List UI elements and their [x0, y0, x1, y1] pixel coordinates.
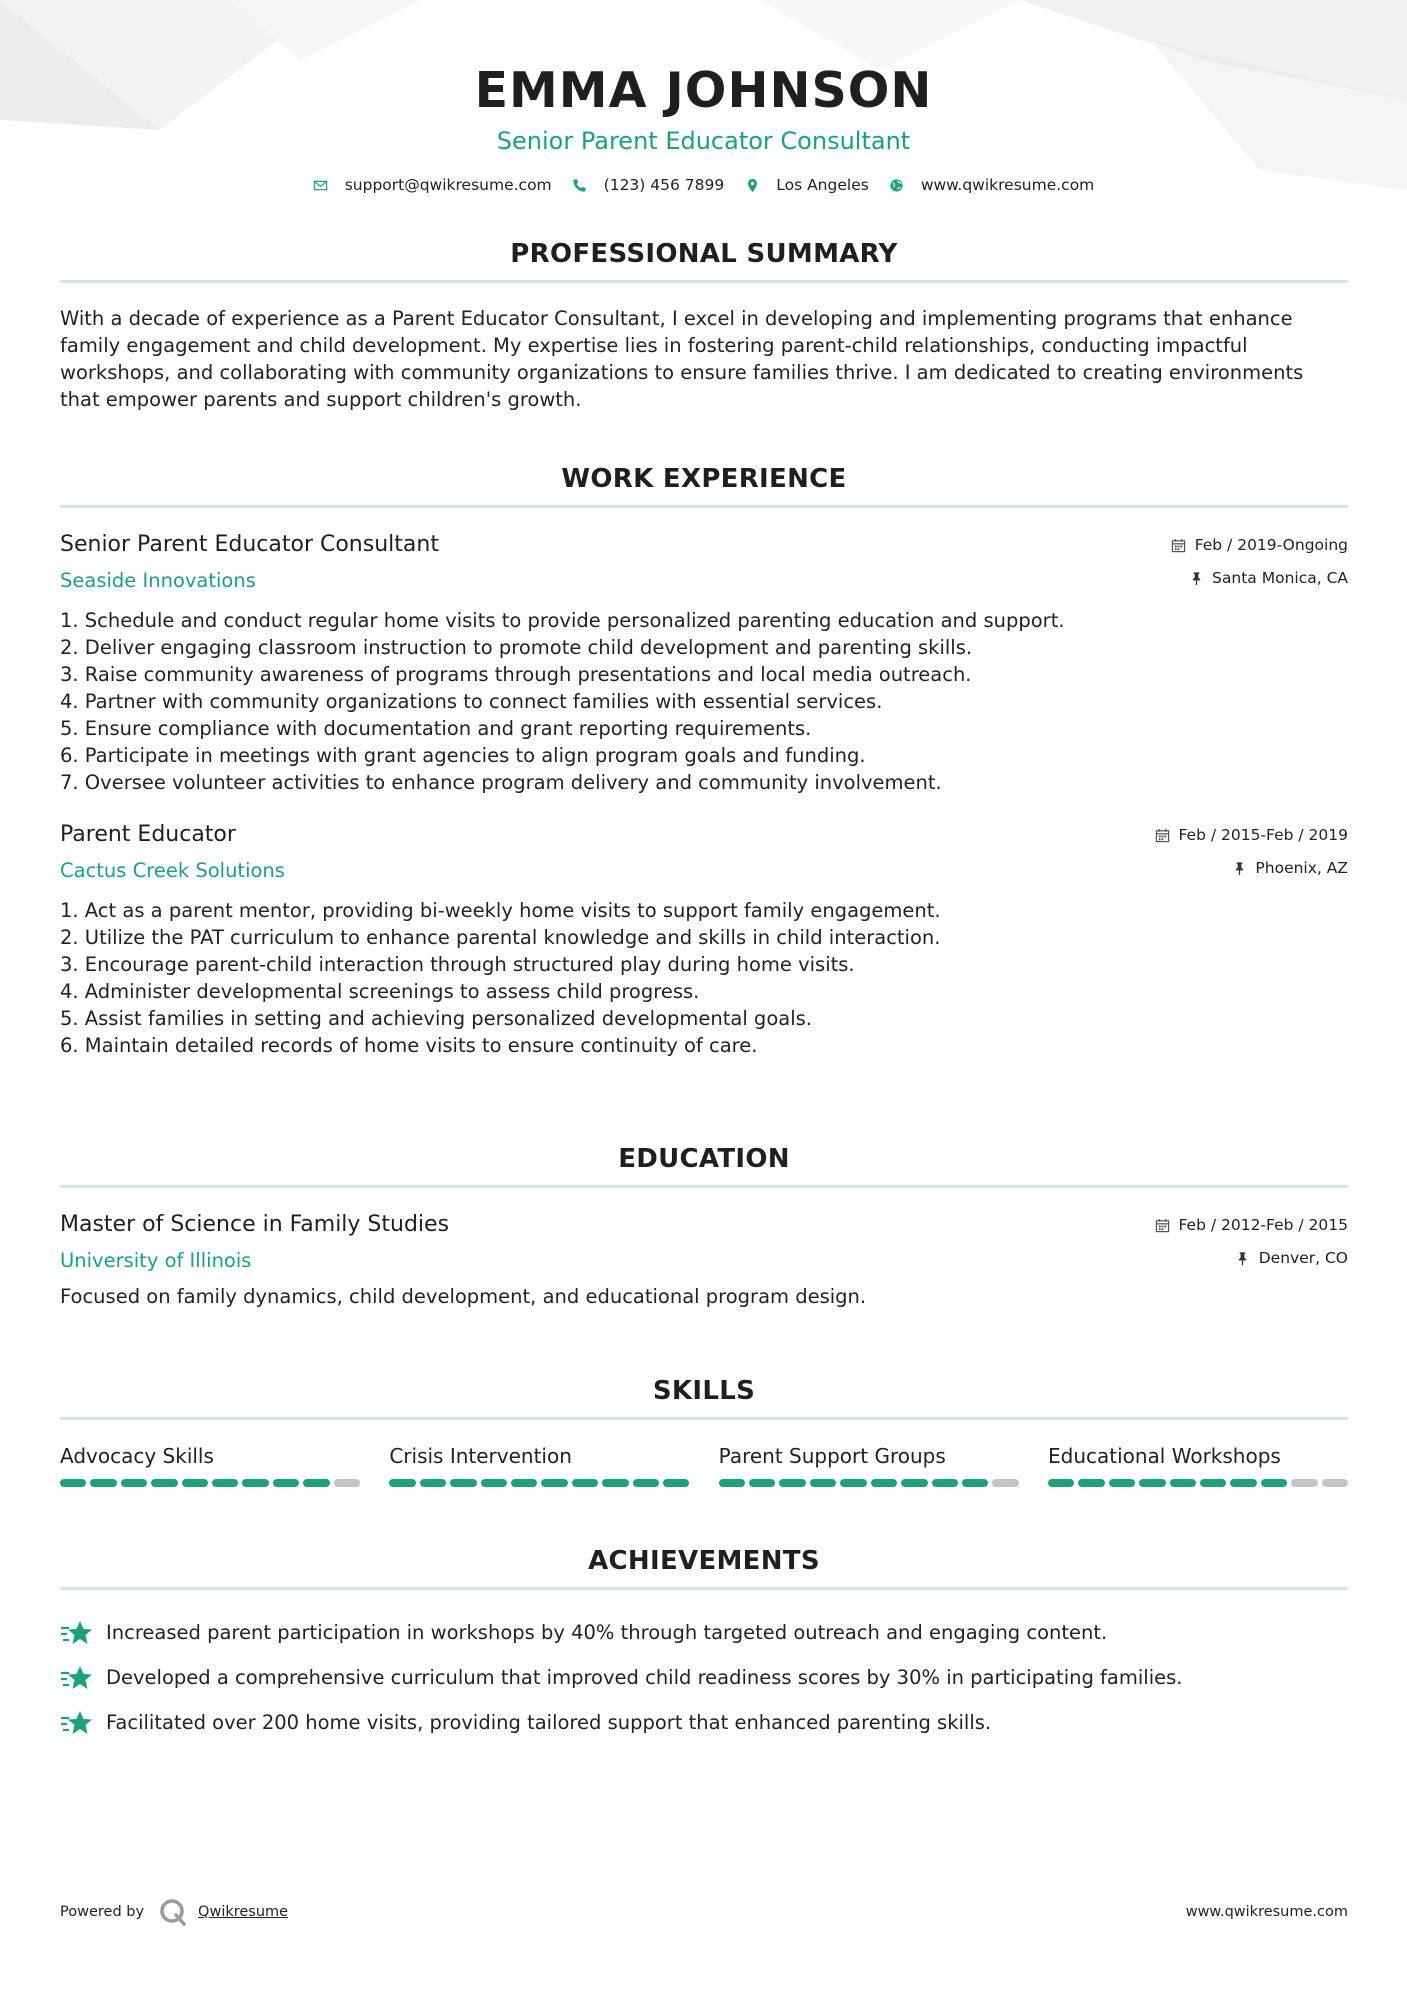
- degree-title: Master of Science in Family Studies: [60, 1212, 450, 1237]
- list-item: 4. Administer developmental screenings to assess child progress.: [60, 980, 700, 1003]
- skill-segment-filled: [1230, 1479, 1256, 1487]
- brand-link[interactable]: Qwikresume: [198, 1904, 289, 1920]
- star-icon: [60, 1618, 94, 1648]
- skill-segment-filled: [389, 1479, 415, 1487]
- section-divider: [60, 505, 1348, 508]
- achievement-text: Increased parent participation in workshops by 40% through targeted outreach and engaging content.: [106, 1621, 1108, 1644]
- skill-segment-filled: [633, 1479, 659, 1487]
- skill-name: Crisis Intervention: [389, 1444, 572, 1468]
- skill-level-bar: [60, 1479, 360, 1487]
- skill-segment-filled: [779, 1479, 805, 1487]
- achievements-list: [60, 1610, 1348, 1745]
- list-item: [60, 1700, 1348, 1745]
- calendar-icon: [1154, 827, 1170, 843]
- education-location-text: Denver, CO: [1258, 1249, 1348, 1267]
- globe-icon: [889, 177, 905, 193]
- skill-segment-empty: [1322, 1479, 1348, 1487]
- list-item: 4. Partner with community organizations to connect families with essential services.: [60, 690, 883, 713]
- skill-segment-filled: [541, 1479, 567, 1487]
- contact-location-text: Los Angeles: [776, 176, 869, 194]
- star-icon: [60, 1708, 94, 1738]
- list-item: 2. Deliver engaging classroom instruction to promote child development and parenting skills.: [60, 636, 973, 659]
- summary-text: With a decade of experience as a Parent Educator Consultant, I excel in developing and implementing programs that enhance family engagement and child development. My expertise lies in fostering parent-child relationships, conducting impactful workshops, and collaborating with community organizations to ensure families thrive. I am dedicated to creating environments that empower parents and support children's growth.: [60, 307, 1304, 411]
- resume-header: [0, 0, 1407, 194]
- contact-website-text: www.qwikresume.com: [920, 176, 1095, 194]
- job-entry: [60, 820, 1348, 1059]
- list-item: 5. Assist families in setting and achieving personalized developmental goals.: [60, 1007, 812, 1030]
- skill-segment-filled: [242, 1479, 268, 1487]
- skill-level-bar: [389, 1479, 689, 1487]
- skill-segment-filled: [450, 1479, 476, 1487]
- skill-segment-filled: [1139, 1479, 1165, 1487]
- job-location-text: Phoenix, AZ: [1255, 859, 1348, 877]
- skill-segment-filled: [511, 1479, 537, 1487]
- skill-segment-filled: [901, 1479, 927, 1487]
- skill-segment-filled: [840, 1479, 866, 1487]
- skill-segment-filled: [719, 1479, 745, 1487]
- skill-segment-filled: [871, 1479, 897, 1487]
- list-item: 6. Maintain detailed records of home visits to ensure continuity of care.: [60, 1034, 758, 1057]
- map-pin-icon: [744, 177, 760, 193]
- job-meta: [1171, 530, 1348, 593]
- star-icon: [60, 1663, 94, 1693]
- education-entry: [60, 1210, 1348, 1310]
- skill-segment-filled: [1048, 1479, 1074, 1487]
- contact-location: [744, 176, 869, 194]
- achievement-text: Facilitated over 200 home visits, providing tailored support that enhanced parenting skills.: [106, 1711, 992, 1734]
- skill-segment-filled: [273, 1479, 299, 1487]
- list-item: [60, 1655, 1348, 1700]
- job-location: [1171, 563, 1348, 593]
- skill-segment-filled: [1261, 1479, 1287, 1487]
- qwikresume-logo-icon: [158, 1897, 188, 1927]
- page-footer: [60, 1897, 1348, 1927]
- summary-section: [60, 236, 1348, 413]
- list-item: 3. Encourage parent-child interaction through structured play during home visits.: [60, 953, 855, 976]
- section-divider: [60, 1185, 1348, 1188]
- skill-segment-filled: [303, 1479, 329, 1487]
- experience-heading: WORK EXPERIENCE: [561, 464, 847, 494]
- candidate-title: Senior Parent Educator Consultant: [496, 127, 911, 155]
- skills-heading: SKILLS: [652, 1376, 756, 1406]
- job-company: Cactus Creek Solutions: [60, 859, 285, 882]
- skill-segment-filled: [962, 1479, 988, 1487]
- pushpin-icon: [1188, 570, 1204, 586]
- achievements-heading: ACHIEVEMENTS: [588, 1546, 820, 1576]
- contact-website[interactable]: [889, 176, 1094, 194]
- skills-list: [60, 1442, 1348, 1487]
- education-section: [60, 1141, 1348, 1310]
- candidate-name: EMMA JOHNSON: [474, 62, 933, 119]
- experience-section: [60, 461, 1348, 1059]
- skill-segment-filled: [810, 1479, 836, 1487]
- job-dates: [1154, 820, 1348, 850]
- skill-segment-filled: [121, 1479, 147, 1487]
- skill-segment-empty: [992, 1479, 1018, 1487]
- education-dates-text: Feb / 2012-Feb / 2015: [1178, 1216, 1348, 1234]
- calendar-icon: [1171, 537, 1187, 553]
- education-heading: EDUCATION: [618, 1144, 790, 1174]
- skill-segment-filled: [663, 1479, 689, 1487]
- skill-segment-empty: [334, 1479, 360, 1487]
- list-item: 5. Ensure compliance with documentation and grant reporting requirements.: [60, 717, 812, 740]
- powered-by-label: Powered by: [60, 1904, 145, 1920]
- job-meta: [1154, 820, 1348, 883]
- skill-segment-filled: [182, 1479, 208, 1487]
- job-duties: [60, 897, 1348, 1059]
- skill-segment-filled: [420, 1479, 446, 1487]
- skill-segment-filled: [151, 1479, 177, 1487]
- skill-level-bar: [1048, 1479, 1348, 1487]
- skill-segment-filled: [1200, 1479, 1226, 1487]
- contact-email-text: support@qwikresume.com: [344, 176, 552, 194]
- footer-website[interactable]: www.qwikresume.com: [1185, 1904, 1348, 1920]
- list-item: 7. Oversee volunteer activities to enhance program delivery and community involvement.: [60, 771, 942, 794]
- section-divider: [60, 1417, 1348, 1420]
- skill-segment-filled: [90, 1479, 116, 1487]
- contact-phone[interactable]: [572, 176, 725, 194]
- list-item: 1. Act as a parent mentor, providing bi-weekly home visits to support family engagement.: [60, 899, 941, 922]
- skills-section: [60, 1373, 1348, 1487]
- skill-level-bar: [719, 1479, 1019, 1487]
- skill-item: [60, 1442, 360, 1487]
- job-dates: [1171, 530, 1348, 560]
- skill-segment-filled: [572, 1479, 598, 1487]
- section-divider: [60, 280, 1348, 283]
- skill-segment-filled: [749, 1479, 775, 1487]
- skill-item: [719, 1442, 1019, 1487]
- section-divider: [60, 1587, 1348, 1590]
- education-description: Focused on family dynamics, child development, and educational program design.: [60, 1285, 867, 1308]
- skill-item: [389, 1442, 689, 1487]
- job-location: [1154, 853, 1348, 883]
- job-dates-text: Feb / 2015-Feb / 2019: [1178, 826, 1348, 844]
- phone-icon: [572, 177, 588, 193]
- pushpin-icon: [1235, 1250, 1251, 1266]
- skill-segment-filled: [1170, 1479, 1196, 1487]
- skill-name: Parent Support Groups: [718, 1444, 946, 1468]
- skill-segment-filled: [1109, 1479, 1135, 1487]
- job-location-text: Santa Monica, CA: [1212, 569, 1348, 587]
- calendar-icon: [1154, 1217, 1170, 1233]
- job-title: Parent Educator: [60, 822, 236, 847]
- skill-segment-filled: [212, 1479, 238, 1487]
- job-dates-text: Feb / 2019-Ongoing: [1194, 536, 1348, 554]
- skill-name: Advocacy Skills: [60, 1444, 214, 1468]
- contact-bar: [0, 176, 1407, 194]
- achievements-section: [60, 1543, 1348, 1745]
- skill-segment-filled: [1078, 1479, 1104, 1487]
- summary-heading: PROFESSIONAL SUMMARY: [510, 239, 898, 269]
- achievement-text: Developed a comprehensive curriculum that improved child readiness scores by 30% in participating families.: [106, 1666, 1183, 1689]
- skill-segment-filled: [481, 1479, 507, 1487]
- skill-segment-filled: [60, 1479, 86, 1487]
- envelope-icon: [313, 177, 329, 193]
- job-entry: [60, 530, 1348, 796]
- job-title: Senior Parent Educator Consultant: [60, 532, 439, 557]
- list-item: 6. Participate in meetings with grant agencies to align program goals and funding.: [60, 744, 866, 767]
- skill-segment-filled: [932, 1479, 958, 1487]
- list-item: 3. Raise community awareness of programs through presentations and local media outreach.: [60, 663, 972, 686]
- list-item: [60, 1610, 1348, 1655]
- contact-phone-text: (123) 456 7899: [603, 176, 725, 194]
- skill-segment-empty: [1291, 1479, 1317, 1487]
- skill-name: Educational Workshops: [1047, 1444, 1281, 1468]
- list-item: 2. Utilize the PAT curriculum to enhance parental knowledge and skills in child interaction.: [60, 926, 941, 949]
- education-location: [1154, 1243, 1348, 1273]
- job-duties: [60, 607, 1348, 796]
- education-meta: [1154, 1210, 1348, 1273]
- powered-by: [60, 1897, 288, 1927]
- contact-email[interactable]: [313, 176, 552, 194]
- job-company: Seaside Innovations: [60, 569, 256, 592]
- list-item: 1. Schedule and conduct regular home visits to provide personalized parenting education and support.: [60, 609, 1065, 632]
- pushpin-icon: [1231, 860, 1247, 876]
- skill-segment-filled: [602, 1479, 628, 1487]
- skill-item: [1048, 1442, 1348, 1487]
- education-dates: [1154, 1210, 1348, 1240]
- school-name: University of Illinois: [60, 1249, 252, 1272]
